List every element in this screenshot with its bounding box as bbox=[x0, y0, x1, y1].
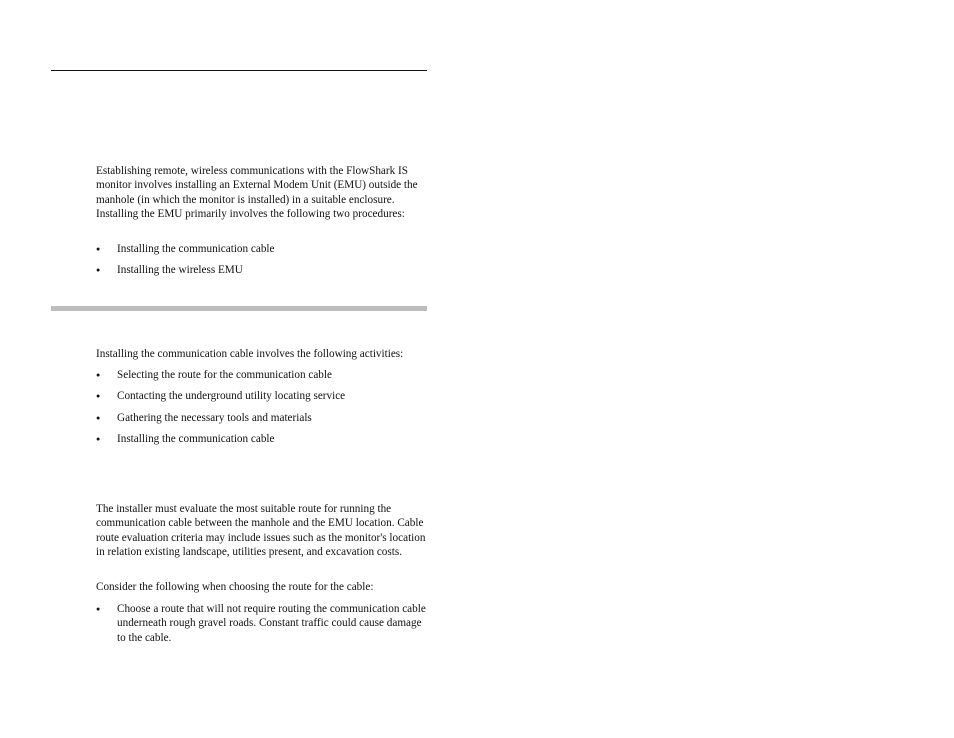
cable-paragraph: Installing the communication cable involves the following activities: bbox=[96, 348, 404, 360]
cable-section bbox=[96, 347, 426, 361]
list-item: ● Installing the communication cable bbox=[96, 242, 426, 256]
section-divider bbox=[51, 306, 427, 311]
intro-bullet-list bbox=[96, 242, 426, 278]
consider-paragraph: Consider the following when choosing the route for the cable: bbox=[96, 581, 374, 593]
list-item: ● Contacting the underground utility locating service bbox=[96, 389, 426, 403]
intro-section bbox=[96, 164, 426, 222]
list-item: ● Choose a route that will not require routing the communication cable underneath rough gravel roads. Constant traffic could cause damage to the cable. bbox=[96, 602, 426, 645]
list-item: ● Installing the wireless EMU bbox=[96, 263, 426, 277]
list-item: ● Gathering the necessary tools and materials bbox=[96, 411, 426, 425]
intro-paragraph: Establishing remote, wireless communications with the FlowShark IS monitor involves installing an External Modem Unit (EMU) outside the manhole (in which the monitor is installed) in a suitable enclosure. Installing the EMU primarily involves the following two procedures: bbox=[96, 165, 418, 221]
cable-bullet-list bbox=[96, 368, 426, 447]
header-rule bbox=[51, 70, 427, 71]
route-paragraph: The installer must evaluate the most suitable route for running the communication cable between the manhole and the EMU location. Cable route evaluation criteria may include issues such as the monitor's location in relation existing landscape, utilities present, and excavation costs. bbox=[96, 503, 426, 559]
route-consider bbox=[96, 580, 426, 594]
list-item: ● Selecting the route for the communication cable bbox=[96, 368, 426, 382]
route-section bbox=[96, 502, 426, 560]
list-item: ● Installing the communication cable bbox=[96, 432, 426, 446]
route-bullet-list bbox=[96, 602, 426, 645]
